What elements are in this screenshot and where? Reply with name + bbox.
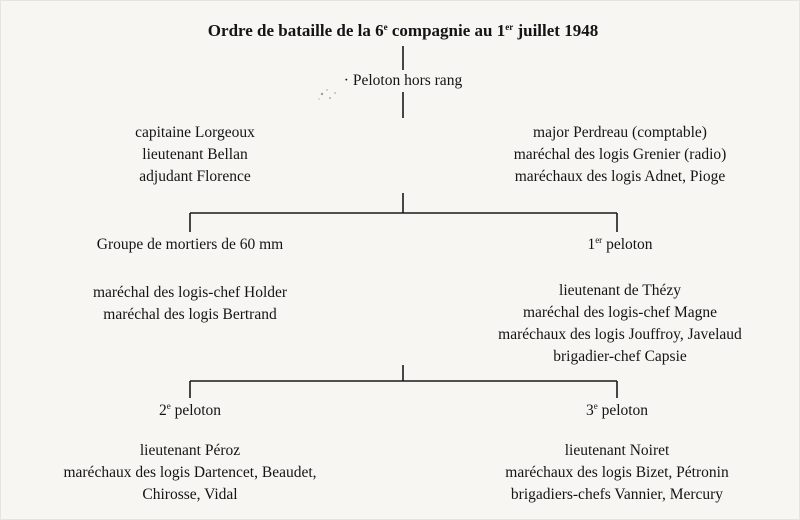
hq-left-members — [135, 122, 255, 188]
member-name: brigadiers-chefs Vannier, Mercury — [510, 486, 724, 503]
hq-platoon-label: · Peloton hors rang — [343, 72, 463, 89]
chart-title: Ordre de bataille de la 6e compagnie au 1er juillet 1948 — [207, 21, 599, 40]
platoon-2-label: 2e peloton — [158, 401, 222, 419]
member-name: lieutenant Péroz — [139, 442, 241, 459]
platoon-3-members — [505, 440, 728, 506]
platoon-1-members — [498, 280, 742, 368]
member-name: maréchal des logis-chef Magne — [522, 304, 718, 321]
member-name: adjudant Florence — [139, 168, 251, 185]
member-name: major Perdreau (comptable) — [533, 124, 707, 141]
member-name: lieutenant de Thézy — [559, 282, 681, 299]
hq-right-members — [514, 122, 727, 188]
member-name: maréchaux des logis Bizet, Pétronin — [505, 464, 729, 481]
platoon-1-label: 1er peloton — [587, 235, 653, 253]
member-name: Chirosse, Vidal — [142, 486, 238, 503]
mortar-group-label: Groupe de mortiers de 60 mm — [96, 236, 284, 253]
member-name: lieutenant Bellan — [142, 146, 248, 163]
platoon-3-label: 3e peloton — [585, 401, 649, 419]
member-name: capitaine Lorgeoux — [135, 124, 255, 141]
member-name: brigadier-chef Capsie — [553, 348, 687, 365]
mortar-group-members — [93, 282, 287, 326]
member-name: maréchaux des logis Jouffroy, Javelaud — [498, 326, 742, 343]
member-name: maréchaux des logis Dartencet, Beaudet, — [63, 464, 317, 481]
platoon-2-members — [63, 440, 316, 506]
member-name: maréchal des logis Grenier (radio) — [513, 146, 727, 163]
scan-speckles — [318, 89, 335, 99]
member-name: maréchal des logis-chef Holder — [92, 284, 288, 301]
member-name: maréchal des logis Bertrand — [103, 306, 277, 323]
member-name: maréchaux des logis Adnet, Pioge — [514, 168, 726, 185]
member-name: lieutenant Noiret — [564, 442, 670, 459]
